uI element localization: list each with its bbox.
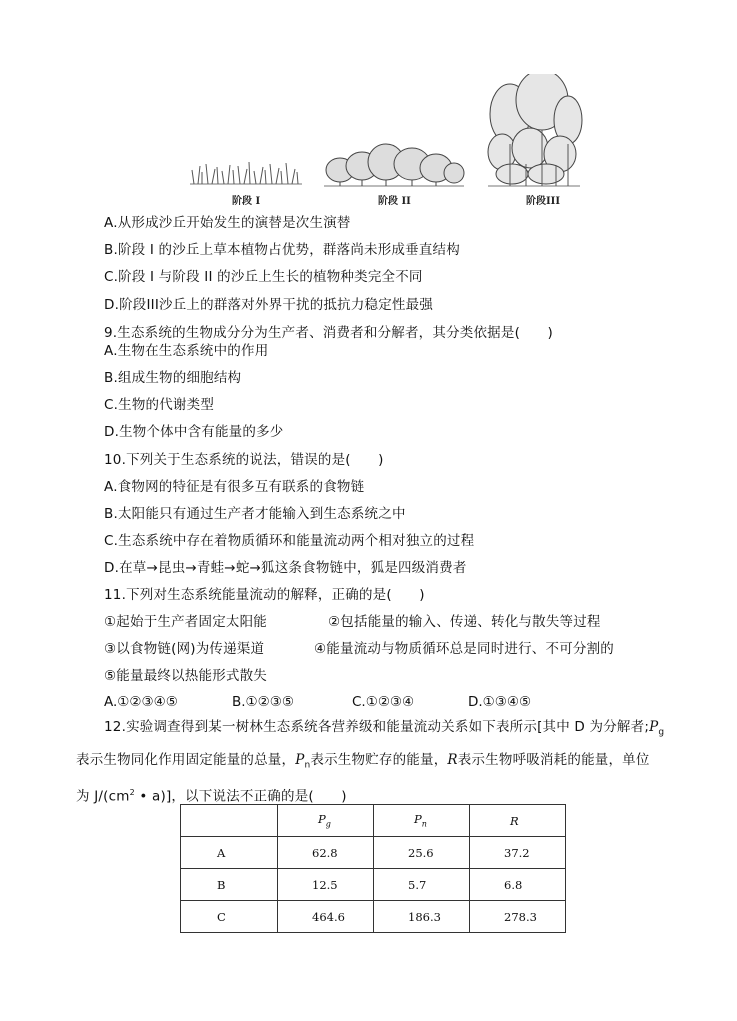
table-cell: 12.5: [278, 869, 374, 901]
q9-stem: 9.生态系统的生物成分分为生产者、消费者和分解者，其分类依据是( ): [104, 325, 553, 341]
table-header-row: [181, 805, 566, 837]
q9-option-b: B.组成生物的细胞结构: [104, 370, 242, 386]
q11-item-5: ⑤能量最终以热能形式散失: [104, 668, 268, 684]
q11-option-d: D.①③④⑤: [468, 694, 532, 710]
q9-option-a: A.生物在生态系统中的作用: [104, 343, 269, 359]
energy-flow-table: [180, 804, 566, 933]
succession-figure: [180, 74, 600, 206]
table-cell: 186.3: [374, 901, 470, 933]
q12-line1: 12.实验调查得到某一树林生态系统各营养级和能量流动关系如下表所示[其中 D 为分解者;: [104, 719, 650, 735]
q10-stem: 10.下列关于生态系统的说法，错误的是( ): [104, 452, 384, 468]
stage3-label: 阶段III: [526, 196, 561, 207]
table-header-pn: $P_n$: [374, 805, 470, 837]
q11-stem: 11.下列对生态系统能量流动的解释，正确的是( ): [104, 587, 425, 603]
table-cell: 37.2: [470, 837, 566, 869]
table-cell: 278.3: [470, 901, 566, 933]
q11-option-a: A.①②③④⑤: [104, 694, 178, 710]
q11-item-2: ②包括能量的输入、传递、转化与散失等过程: [328, 614, 601, 630]
table-cell: 62.8: [278, 837, 374, 869]
table-cell: B: [181, 869, 278, 901]
q11-item-3: ③以食物链(网)为传递渠道: [104, 641, 265, 657]
q10-option-a: A.食物网的特征是有很多互有联系的食物链: [104, 479, 365, 495]
succession-illustration: [180, 74, 600, 206]
q10-option-c: C.生态系统中存在着物质循环和能量流动两个相对独立的过程: [104, 533, 475, 549]
q10-option-b: B.太阳能只有通过生产者才能输入到生态系统之中: [104, 506, 406, 522]
q10-option-d: D.在草→昆虫→青蛙→蛇→狐这条食物链中，狐是四级消费者: [104, 560, 467, 576]
table-cell: 25.6: [374, 837, 470, 869]
q11-item-4: ④能量流动与物质循环总是同时进行、不可分割的: [314, 641, 615, 657]
table-cell: 464.6: [278, 901, 374, 933]
q11-option-c: C.①②③④: [352, 694, 415, 710]
q11-option-b: B.①②③⑤: [232, 694, 294, 710]
stage3-forest: [488, 74, 582, 186]
stage1-grass: [190, 162, 302, 184]
q9-option-c: C.生物的代谢类型: [104, 397, 215, 413]
q8-option-a: A.从形成沙丘开始发生的演替是次生演替: [104, 215, 351, 231]
table-row: [181, 901, 566, 933]
q11-item-1: ①起始于生产者固定太阳能: [104, 614, 268, 630]
stage2-shrubs: [324, 144, 464, 186]
table-row: [181, 837, 566, 869]
stage2-label: 阶段 II: [378, 196, 411, 207]
table-cell: C: [181, 901, 278, 933]
q12-stem: 12.实验调查得到某一树林生态系统各营养级和能量流动关系如下表所示[其中 D 为分解者$;P_g$ 表示生物同化作用固定能量的总量，$P_n$表示生物贮存的能量，R表示生物呼吸消耗的能量，单位 为 $J/(cm^2$ • a)]，以下说法不正确的是( ): [76, 719, 665, 805]
table-header-pg: $P_g$: [278, 805, 374, 837]
table-cell: 5.7: [374, 869, 470, 901]
table-cell: 6.8: [470, 869, 566, 901]
table-header-r: R: [470, 805, 566, 837]
q9-option-d: D.生物个体中含有能量的多少: [104, 424, 284, 440]
q8-option-c: C.阶段 I 与阶段 II 的沙丘上生长的植物种类完全不同: [104, 269, 423, 285]
table-row: [181, 869, 566, 901]
stage1-label: 阶段 I: [232, 196, 261, 207]
q8-option-b: B.阶段 I 的沙丘上草本植物占优势，群落尚未形成垂直结构: [104, 242, 460, 258]
table-cell: A: [181, 837, 278, 869]
table-header-empty: [181, 805, 278, 837]
q8-option-d: D.阶段III沙丘上的群落对外界干扰的抵抗力稳定性最强: [104, 297, 434, 313]
